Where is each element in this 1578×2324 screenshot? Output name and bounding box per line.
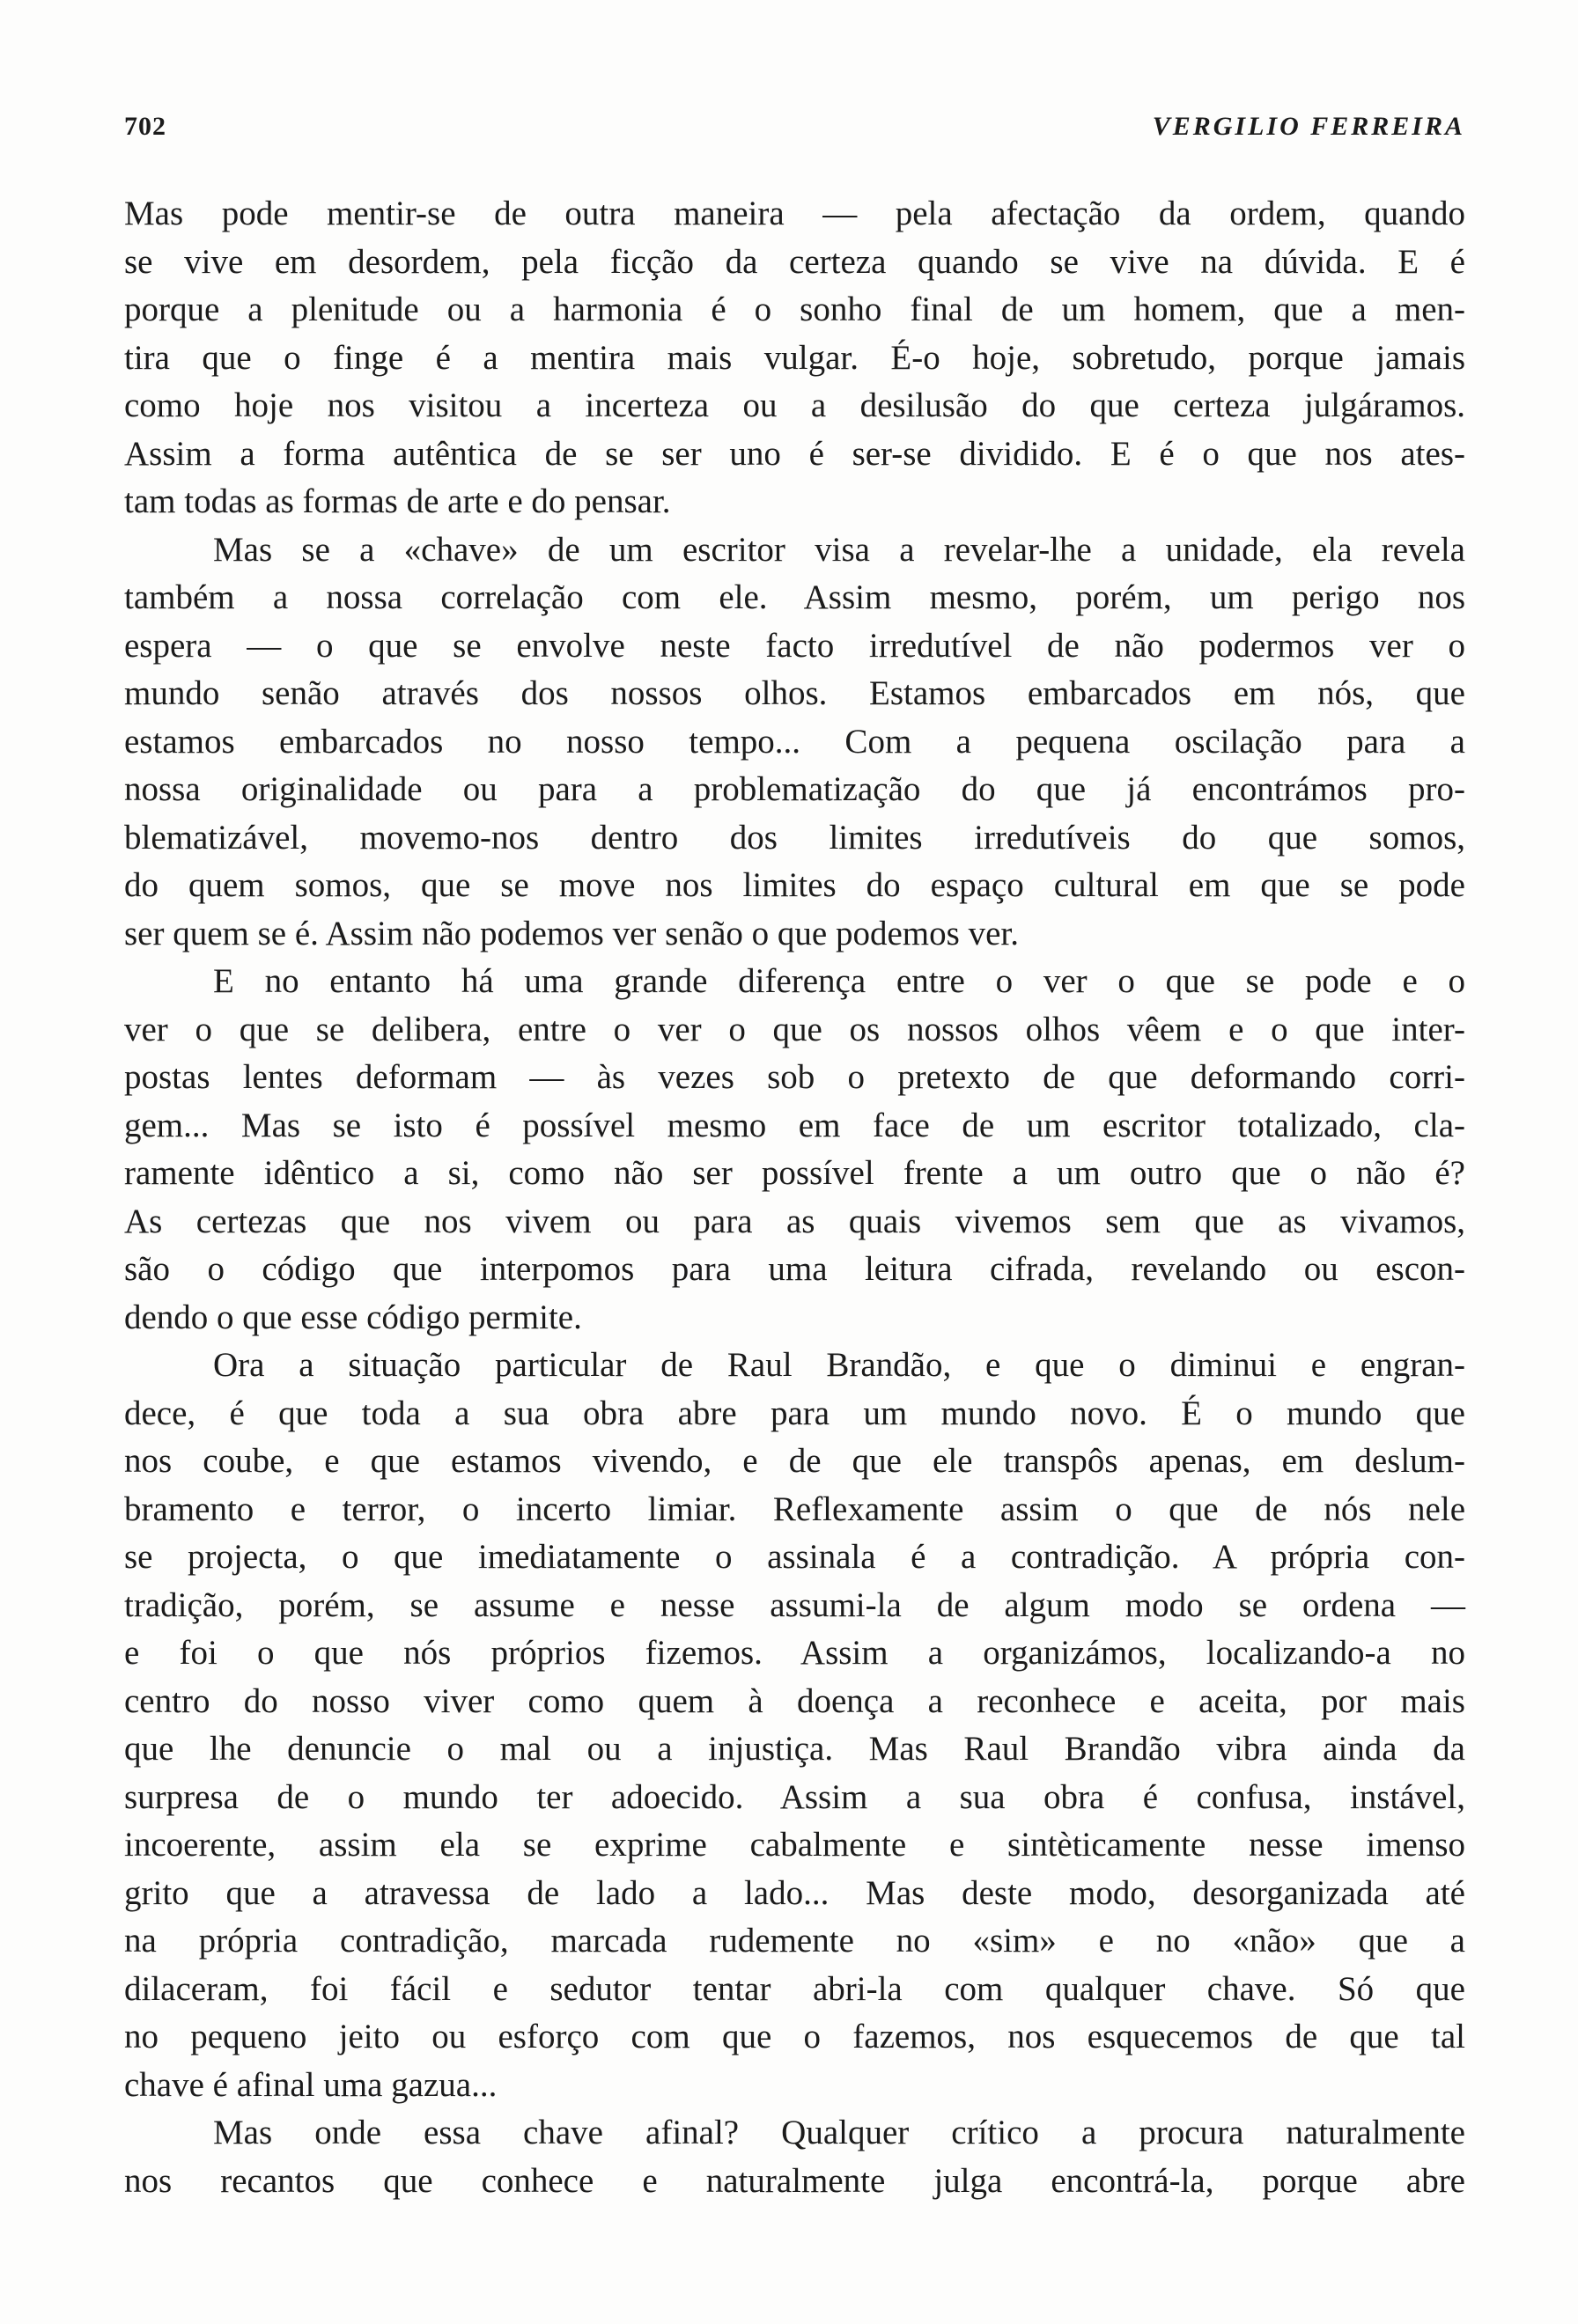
text-line: dendo o que esse código permite. — [124, 1298, 582, 1336]
text-line: e foi o que nós próprios fizemos. Assim a organizámos, localizando-a no — [124, 1634, 1465, 1672]
paragraph — [124, 958, 1465, 1342]
text-line: Assim a forma autêntica de se ser uno é ser-se dividido. E é o que nos ates- — [124, 434, 1465, 473]
text-line: As certezas que nos vivem ou para as quais vivemos sem que as vivamos, — [124, 1202, 1465, 1240]
text-line: Ora a situação particular de Raul Brandão, e que o diminui e engran- — [213, 1346, 1465, 1384]
text-line: se projecta, o que imediatamente o assinala é a contradição. A própria con- — [124, 1538, 1465, 1576]
text-line: como hoje nos visitou a incerteza ou a desilusão do que certeza julgáramos. — [124, 386, 1465, 424]
text-line: no pequeno jeito ou esforço com que o fazemos, nos esquecemos de que tal — [124, 2018, 1465, 2056]
text-line: tam todas as formas de arte e do pensar. — [124, 482, 671, 520]
text-line: são o código que interpomos para uma leitura cifrada, revelando ou escon- — [124, 1250, 1465, 1288]
text-line: espera — o que se envolve neste facto irredutível de não podermos ver o — [124, 626, 1465, 665]
paragraph — [124, 190, 1465, 526]
text-line: porque a plenitude ou a harmonia é o sonho final de um homem, que a men- — [124, 290, 1465, 328]
body-text — [124, 190, 1465, 2205]
text-line: grito que a atravessa de lado a lado... Mas deste modo, desorganizada até — [124, 1873, 1465, 1912]
text-line: dece, é que toda a sua obra abre para um mundo novo. É o mundo que — [124, 1394, 1465, 1432]
text-line: do quem somos, que se move nos limites do espaço cultural em que se pode — [124, 866, 1465, 904]
text-line: nossa originalidade ou para a problematização do que já encontrámos pro- — [124, 770, 1465, 808]
text-line: blematizável, movemo-nos dentro dos limites irredutíveis do que somos, — [124, 818, 1465, 857]
text-line: dilaceram, foi fácil e sedutor tentar abri-la com qualquer chave. Só que — [124, 1969, 1465, 2008]
page-number: 702 — [124, 112, 166, 141]
text-line: estamos embarcados no nosso tempo... Com a pequena oscilação para a — [124, 722, 1465, 761]
text-line: que lhe denuncie o mal ou a injustiça. Mas Raul Brandão vibra ainda da — [124, 1730, 1465, 1768]
text-line: centro do nosso viver como quem à doença a reconhece e aceita, por mais — [124, 1681, 1465, 1720]
text-line: postas lentes deformam — às vezes sob o pretexto de que deformando corri- — [124, 1058, 1465, 1096]
text-line: na própria contradição, marcada rudemente no «sim» e no «não» que a — [124, 1922, 1465, 1960]
paragraph — [124, 1342, 1465, 2109]
text-line: tira que o finge é a mentira mais vulgar. É-o hoje, sobretudo, porque jamais — [124, 338, 1465, 377]
text-line: ramente idêntico a si, como não ser possível frente a um outro que o não é? — [124, 1154, 1465, 1192]
text-line: nos recantos que conhece e naturalmente julga encontrá-la, porque abre — [124, 2161, 1465, 2200]
paragraph — [124, 526, 1465, 959]
text-line: E no entanto há uma grande diferença entre o ver o que se pode e o — [213, 962, 1465, 1000]
text-line: Mas se a «chave» de um escritor visa a revelar-lhe a unidade, ela revela — [213, 530, 1465, 569]
text-line: também a nossa correlação com ele. Assim mesmo, porém, um perigo nos — [124, 578, 1465, 616]
text-line: Mas onde essa chave afinal? Qualquer crítico a procura naturalmente — [213, 2114, 1465, 2151]
text-line: tradição, porém, se assume e nesse assumi-la de algum modo se ordena — — [124, 1585, 1465, 1624]
paragraph — [124, 2109, 1465, 2205]
text-line: se vive em desordem, pela ficção da certeza quando se vive na dúvida. E é — [124, 242, 1465, 281]
text-line: chave é afinal uma gazua... — [124, 2065, 498, 2104]
running-head-author: VERGILIO FERREIRA — [1152, 112, 1465, 141]
text-line: gem... Mas se isto é possível mesmo em face de um escritor totalizado, cla- — [124, 1106, 1465, 1144]
text-line: surpresa de o mundo ter adoecido. Assim a sua obra é confusa, instável, — [124, 1777, 1465, 1816]
text-line: ver o que se delibera, entre o ver o que os nossos olhos vêem e o que inter- — [124, 1010, 1465, 1048]
text-line: ser quem se é. Assim não podemos ver senão o que podemos ver. — [124, 914, 1019, 952]
running-head — [124, 112, 1465, 156]
text-line: nos coube, e que estamos vivendo, e de que ele transpôs apenas, em deslum- — [124, 1442, 1465, 1480]
text-line: mundo senão através dos nossos olhos. Estamos embarcados em nós, que — [124, 674, 1465, 712]
text-line: bramento e terror, o incerto limiar. Reflexamente assim o que de nós nele — [124, 1489, 1465, 1528]
text-line: incoerente, assim ela se exprime cabalmente e sintèticamente nesse imenso — [124, 1826, 1465, 1864]
text-line: Mas pode mentir-se de outra maneira — pela afectação da ordem, quando — [124, 195, 1465, 232]
